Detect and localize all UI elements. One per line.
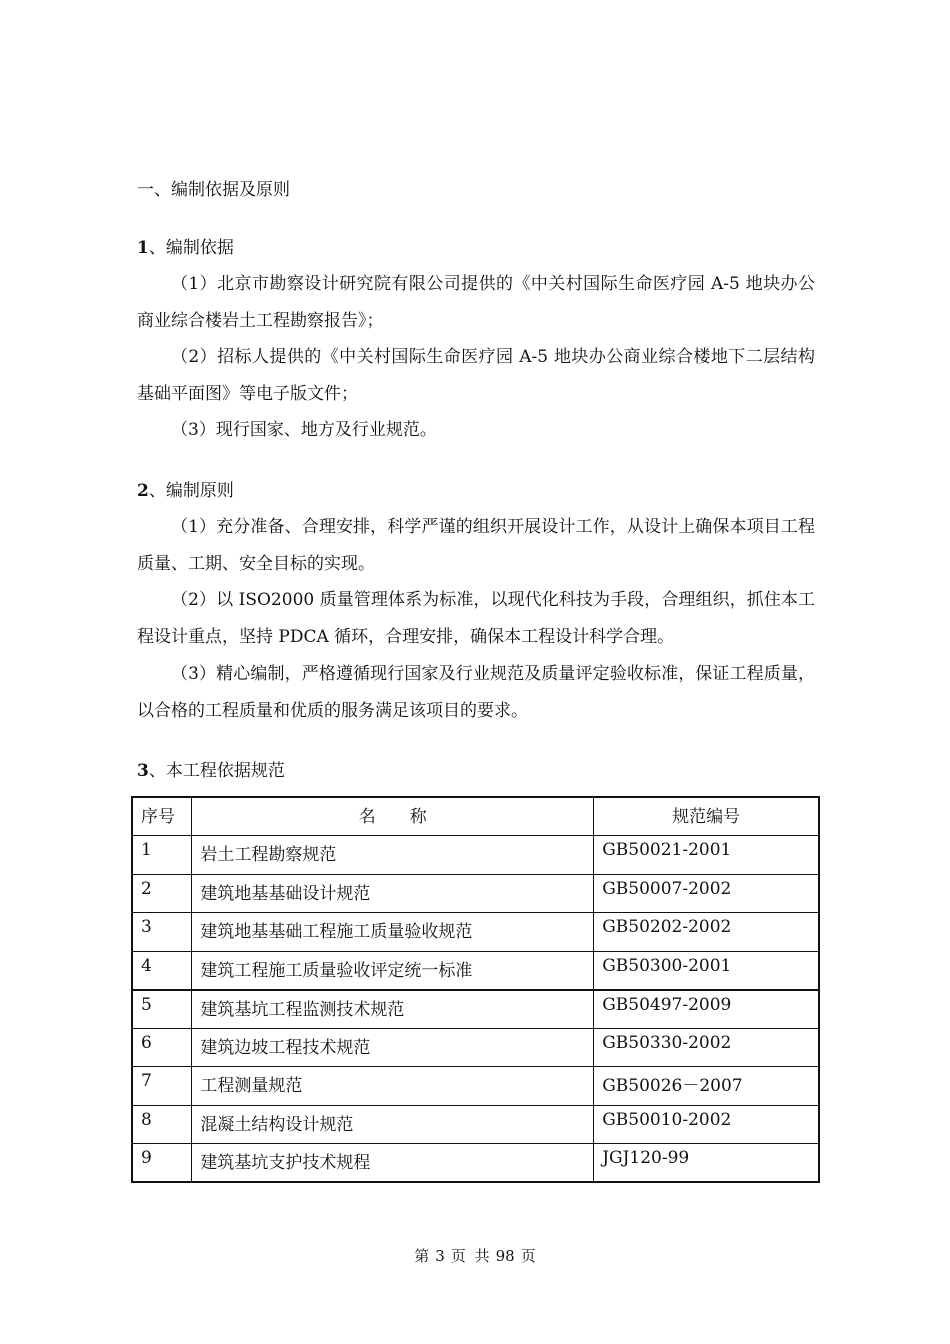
table-row [132, 1105, 819, 1144]
section-number: 3 [137, 761, 149, 781]
footer-prefix: 第 [414, 1247, 430, 1265]
row-name: 建筑基坑工程监测技术规范 [192, 990, 594, 1029]
row-name: 建筑边坡工程技术规范 [192, 1028, 594, 1067]
header-index: 序号 [132, 797, 192, 836]
row-code: GB50330-2002 [594, 1028, 819, 1067]
row-code: JGJ120-99 [594, 1144, 819, 1183]
row-code: GB50007-2002 [594, 874, 819, 913]
row-name: 工程测量规范 [192, 1067, 594, 1106]
paragraph-basis-3: （3）现行国家、地方及行业规范。 [171, 420, 437, 440]
row-index: 4 [132, 951, 192, 990]
section-heading-2 [137, 480, 234, 502]
row-name: 建筑地基基础工程施工质量验收规范 [192, 913, 594, 952]
section-number: 1 [137, 238, 149, 258]
row-code: GB50497-2009 [594, 990, 819, 1029]
section-heading-1 [137, 237, 234, 259]
paragraph-principle-2: （2）以 ISO2000 质量管理体系为标准，以现代化科技为手段，合理组织，抓住本工程设计重点，坚持 PDCA 循环，合理安排，确保本工程设计科学合理。 [137, 590, 815, 647]
paragraph-principle-3: （3）精心编制，严格遵循现行国家及行业规范及质量评定验收标准，保证工程质量，以合格的工程质量和优质的服务满足该项目的要求。 [137, 664, 815, 721]
table-row [132, 951, 819, 990]
row-code: GB50300-2001 [594, 951, 819, 990]
row-index: 2 [132, 874, 192, 913]
row-index: 6 [132, 1028, 192, 1067]
footer-middle: 页 共 [450, 1247, 490, 1265]
document-title: 一、编制依据及原则 [137, 180, 290, 200]
table-row [132, 1067, 819, 1106]
row-index: 8 [132, 1105, 192, 1144]
table-row [132, 836, 819, 875]
row-code: GB50026－2007 [594, 1067, 819, 1106]
paragraph-principle-1: （1）充分准备、合理安排，科学严谨的组织开展设计工作，从设计上确保本项目工程质量、工期、安全目标的实现。 [137, 517, 815, 574]
section-heading-3 [137, 760, 285, 782]
table-row [132, 1028, 819, 1067]
row-index: 3 [132, 913, 192, 952]
footer-page-number: 3 [435, 1247, 445, 1265]
row-name: 岩土工程勘察规范 [192, 836, 594, 875]
footer-total-pages: 98 [495, 1247, 515, 1265]
header-code: 规范编号 [594, 797, 819, 836]
row-name: 建筑工程施工质量验收评定统一标准 [192, 951, 594, 990]
row-name: 建筑地基基础设计规范 [192, 874, 594, 913]
row-index: 5 [132, 990, 192, 1029]
section-label: 、编制依据 [148, 238, 234, 258]
header-name: 名 称 [192, 797, 594, 836]
row-code: GB50010-2002 [594, 1105, 819, 1144]
row-index: 1 [132, 836, 192, 875]
row-index: 7 [132, 1067, 192, 1106]
table-header-row [132, 797, 819, 836]
table-row [132, 913, 819, 952]
paragraph-basis-2: （2）招标人提供的《中关村国际生命医疗园 A-5 地块办公商业综合楼地下二层结构基础平面图》等电子版文件； [137, 347, 815, 404]
table-row [132, 1144, 819, 1183]
row-index: 9 [132, 1144, 192, 1183]
standards-table [131, 796, 820, 1183]
footer-suffix: 页 [520, 1247, 536, 1265]
row-code: GB50202-2002 [594, 913, 819, 952]
row-name: 建筑基坑支护技术规程 [192, 1144, 594, 1183]
row-name: 混凝土结构设计规范 [192, 1105, 594, 1144]
section-number: 2 [137, 481, 149, 501]
table-row [132, 874, 819, 913]
table-row [132, 990, 819, 1029]
section-label: 、编制原则 [148, 481, 234, 501]
row-code: GB50021-2001 [594, 836, 819, 875]
page-footer [0, 1245, 950, 1266]
paragraph-basis-1: （1）北京市勘察设计研究院有限公司提供的《中关村国际生命医疗园 A-5 地块办公商业综合楼岩土工程勘察报告》； [137, 274, 815, 331]
section-label: 、本工程依据规范 [148, 761, 285, 781]
